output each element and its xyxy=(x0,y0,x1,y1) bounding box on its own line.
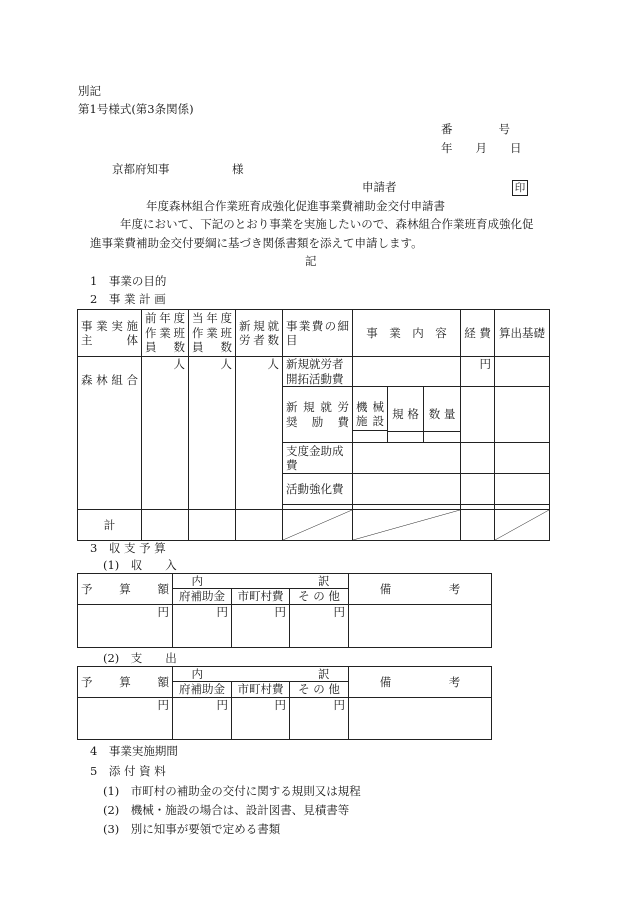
applicant-label: 申請者 xyxy=(362,180,397,194)
expense-table xyxy=(77,666,492,740)
facility-column xyxy=(353,387,388,443)
document-number-label: 番 号 xyxy=(441,122,510,136)
attachment-item: (2) 機械・施設の場合は、設計図書、見積書等 xyxy=(103,803,350,817)
cost-cell xyxy=(461,474,495,505)
income-pref-unit: 円 xyxy=(173,604,232,647)
section-plan: 2 事 業 計 画 xyxy=(90,292,166,306)
curr-members-unit: 人 xyxy=(189,357,236,510)
municipal-header: 市町村費 xyxy=(232,682,290,697)
header-curr-members: 当年度作業班員数 xyxy=(189,310,236,357)
pref-subsidy-header: 府補助金 xyxy=(173,682,232,697)
income-amount-unit: 円 xyxy=(78,604,173,647)
expense-municipal-unit: 円 xyxy=(232,697,290,739)
section-attachments: 5 添 付 資 料 xyxy=(90,764,166,778)
document-title: 年度森林組合作業班育成強化促進事業費補助金交付申請書 xyxy=(146,199,445,213)
municipal-header: 市町村費 xyxy=(232,589,290,604)
header-content: 事 業 内 容 xyxy=(353,310,461,357)
expense-remarks-cell xyxy=(349,697,492,739)
attachment-item: (3) 別に知事が要領で定める書類 xyxy=(103,822,281,836)
content-cell xyxy=(353,357,461,387)
breakdown-header: 内 訳 xyxy=(173,574,349,589)
total-cell xyxy=(461,510,495,541)
basis-cell xyxy=(495,357,550,387)
scale-header: 規 格 xyxy=(388,398,423,432)
diagonal-line xyxy=(495,510,549,540)
prev-members-unit: 人 xyxy=(142,357,189,510)
income-table xyxy=(77,573,492,648)
diagonal-line xyxy=(353,510,460,540)
form-number: 第1号様式(第3条関係) xyxy=(78,102,194,116)
scale-column xyxy=(388,387,424,443)
basis-cell xyxy=(495,443,550,474)
plan-table xyxy=(77,309,550,541)
budget-amount-header: 予 算 額 xyxy=(78,667,173,698)
total-cell xyxy=(236,510,283,541)
date-label: 年 月 日 xyxy=(441,141,522,155)
income-municipal-unit: 円 xyxy=(232,604,290,647)
other-header: そ の 他 xyxy=(290,682,349,697)
quantity-header: 数 量 xyxy=(424,398,460,432)
header-actor: 事業実施主体 xyxy=(78,310,142,357)
pref-subsidy-header: 府補助金 xyxy=(173,589,232,604)
quantity-column xyxy=(424,387,461,443)
section-purpose: 1 事業の目的 xyxy=(90,274,167,288)
ki-heading: 記 xyxy=(305,254,317,268)
cost-cell xyxy=(461,443,495,474)
content-cell xyxy=(353,474,461,505)
total-cell xyxy=(189,510,236,541)
basis-cell xyxy=(495,474,550,505)
other-header: そ の 他 xyxy=(290,589,349,604)
total-slash-cell xyxy=(495,510,550,541)
total-cell xyxy=(142,510,189,541)
header-cost-items: 事業費の細目 xyxy=(283,310,353,357)
expense-other-unit: 円 xyxy=(290,697,349,739)
item-recruitment: 新規就労者開拓活動費 xyxy=(283,357,353,387)
cost-unit: 円 xyxy=(461,357,495,387)
cost-cell xyxy=(461,387,495,443)
section-period: 4 事業実施期間 xyxy=(90,744,178,758)
total-slash-cell xyxy=(283,510,353,541)
income-other-unit: 円 xyxy=(290,604,349,647)
total-label: 計 xyxy=(78,510,142,541)
facility-header: 機 械 施 設 xyxy=(353,398,387,431)
actor-value: 森 林 組 合 xyxy=(78,357,142,510)
header-basis: 算出基礎 xyxy=(495,310,550,357)
remarks-header: 備 考 xyxy=(349,667,492,698)
header-cost: 経 費 xyxy=(461,310,495,357)
income-remarks-cell xyxy=(349,604,492,647)
header-prev-members: 前年度作業班員数 xyxy=(142,310,189,357)
attachment-label: 別記 xyxy=(78,84,101,98)
diagonal-line xyxy=(283,510,352,540)
section-budget: 3 収 支 予 算 xyxy=(90,541,166,555)
new-workers-unit: 人 xyxy=(236,357,283,510)
honorific: 様 xyxy=(232,162,244,176)
remarks-header: 備 考 xyxy=(349,574,492,605)
attachment-item: (1) 市町村の補助金の交付に関する規則又は規程 xyxy=(103,784,361,798)
header-new-workers: 新規就労者数 xyxy=(236,310,283,357)
expense-pref-unit: 円 xyxy=(173,697,232,739)
item-preparation: 支度金助成費 xyxy=(283,443,353,474)
item-strengthening: 活動強化費 xyxy=(283,474,353,505)
budget-amount-header: 予 算 額 xyxy=(78,574,173,605)
expense-amount-unit: 円 xyxy=(78,697,173,739)
intro-line-1: 年度において、下記のとおり事業を実施したいので、森林組合作業班育成強化促 xyxy=(120,217,534,231)
addressee: 京都府知事 xyxy=(112,162,170,176)
content-cell xyxy=(353,443,461,474)
income-label: (1) 収 入 xyxy=(103,558,177,572)
basis-cell xyxy=(495,387,550,443)
item-incentive: 新 規 就 労 奨 励 費 xyxy=(283,387,353,443)
breakdown-header: 内 訳 xyxy=(173,667,349,682)
expense-label: (2) 支 出 xyxy=(103,651,177,665)
intro-line-2: 進事業費補助金交付要綱に基づき関係書類を添えて申請します。 xyxy=(90,236,423,250)
total-slash-cell xyxy=(353,510,461,541)
seal-mark: 印 xyxy=(512,180,528,196)
